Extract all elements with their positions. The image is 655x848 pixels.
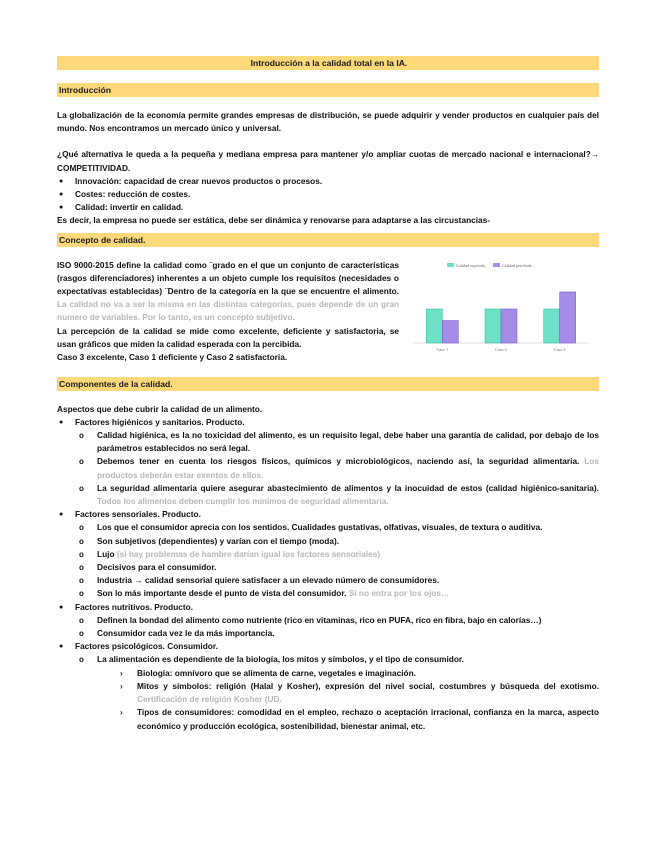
chart-bar: [560, 292, 576, 343]
document-page: [57, 56, 599, 733]
components-list: [57, 416, 599, 733]
concept-paragraph-1: ISO 9000-2015 define la calidad como ¨grado en el que un conjunto de características (rasgos diferenciadores) inherentes a un objeto cumple los requisitos (necesidades o expectativas establecidas) ¨Dentro de la categoría en la que se encuentre el alimento. La calidad no va a ser la misma en las distintas categorías, pues depende de un gran numero de variables. Por lo tanto, es un concepto subjetivo.: [57, 259, 399, 323]
chart-bar: [426, 309, 442, 343]
chart-bar: [485, 309, 501, 343]
list-item: o Industria → calidad sensorial quiere satisfacer a un elevado número de consumidores.: [57, 574, 599, 587]
list-item: o Calidad higiénica, es la no toxicidad del alimento, es un requisito legal, debe haber una garantía de calidad, por debajo de los parámetros establecidos no será legal.: [79, 430, 599, 454]
factor-higienicos: ● Factores higiénicos y sanitarios. Producto. o Calidad higiénica, es la no toxicidad del alimento, es un requisito legal, debe haber una garantía de calidad, por debajo de los parámetros establecidos no será legal. o Debemos tener en cuenta los riesgos físicos, químicos y microbiológicos, naciendo así, la seguridad alimentaria. Los productos deberán estar exentos de ellos. o La seguridad alimentaria quiere asegurar abastecimiento de alimentos y la inocuidad de estos (calidad higiénico-sanitaria). Todos los alimentos deben cumplir los mínimos de seguridad alimentaria.: [57, 416, 599, 508]
intro-bullet-list: [57, 175, 599, 215]
legend-label: Calidad esperada: [456, 262, 485, 268]
list-item: o La alimentación es dependiente de la biología, los mitos y símbolos, y el tipo de consumidor.: [57, 653, 599, 666]
chart-bar: [544, 309, 560, 343]
circle-bullet-icon: o: [79, 536, 84, 546]
bullet-icon: ●: [59, 204, 64, 212]
chevron-right-icon: ›: [120, 681, 123, 691]
circle-bullet-icon: o: [79, 576, 84, 586]
list-item: o Los que el consumidor aprecia con los sentidos. Cualidades gustativas, olfativas, visuales, de textura o auditiva.: [57, 521, 599, 534]
circle-bullet-icon: o: [79, 457, 84, 467]
legend-swatch: [447, 263, 454, 267]
circle-bullet-icon: o: [79, 629, 84, 639]
factor-psicologicos: ● Factores psicológicos. Consumidor. o La alimentación es dependiente de la biología, los mitos y símbolos, y el tipo de consumidor. › Biología: omnívoro que se alimenta de carne, vegetales e imaginación. › Mitos y símbolos: religión (Halal y Kosher), expresión del nivel social, costumbres y búsqueda del exotismo. Certificación de religión Kosher (UD. › Tipos de consumidores: comodidad en el empleo, rechazo o aceptación irracional, confianza en la marca, aspecto económico y producción ecológica, sostenibilidad, bienestar animal, etc.: [57, 640, 599, 732]
list-item: › Biología: omnívoro que se alimenta de carne, vegetales e imaginación.: [57, 667, 599, 680]
concept-paragraph-3: Caso 3 excelente, Caso 1 deficiente y Caso 2 satisfactoria.: [57, 352, 288, 363]
circle-bullet-icon: o: [79, 589, 84, 599]
circle-bullet-icon: o: [79, 549, 84, 559]
circle-bullet-icon: o: [79, 483, 84, 493]
list-item: ● Costes: reducción de costes.: [57, 188, 599, 201]
bullet-icon: ●: [59, 511, 64, 519]
concept-block: [57, 259, 599, 377]
list-item: o Decisivos para el consumidor.: [57, 561, 599, 574]
list-item: o Consumidor cada vez le da más importancia.: [57, 627, 599, 640]
intro-paragraph-1: La globalización de la economía permite grandes empresas de distribución, se puede adquirir y vender productos en cualquier país del mundo. Nos encontramos un mercado único y universal.: [57, 110, 599, 134]
components-lead: Aspectos que debe cubrir la calidad de un alimento.: [57, 403, 263, 414]
list-item: o La seguridad alimentaria quiere asegurar abastecimiento de alimentos y la inocuidad de estos (calidad higiénico-sanitaria). Todos los alimentos deben cumplir los mínimos de seguridad alimentaria.: [79, 482, 599, 507]
concept-text: [57, 259, 399, 365]
circle-bullet-icon: o: [79, 563, 84, 573]
list-item: o Debemos tener en cuenta los riesgos físicos, químicos y microbiológicos, naciendo así, la seguridad alimentaria. Los productos deberán estar exentos de ellos.: [79, 456, 599, 480]
list-item: o Son subjetivos (dependientes) y varían con el tiempo (moda).: [57, 535, 599, 548]
circle-bullet-icon: o: [79, 655, 84, 665]
section-heading-concepto: Concepto de calidad.: [57, 233, 599, 247]
circle-bullet-icon: o: [79, 431, 84, 441]
x-tick-label: Caso 2: [495, 346, 507, 352]
chart-bar: [501, 309, 517, 343]
bullet-icon: ●: [59, 177, 64, 185]
section-heading-introduccion: Introducción: [57, 83, 599, 97]
intro-closing: Es decir, la empresa no puede ser estática, debe ser dinámica y renovarse para adaptarse a las circustancias-: [57, 215, 491, 226]
chart-bar: [442, 320, 458, 342]
list-item: ● Calidad: invertir en calidad.: [57, 201, 599, 214]
chevron-right-icon: ›: [120, 668, 123, 678]
list-item: › Mitos y símbolos: religión (Halal y Kosher), expresión del nivel social, costumbres y búsqueda del exotismo. Certificación de religión Kosher (UD.: [120, 680, 599, 705]
list-item: o Definen la bondad del alimento como nutriente (rico en vitaminas, rico en PUFA, rico en fibra, bajo en calorías…): [57, 614, 599, 627]
x-tick-label: Caso 1: [436, 346, 449, 352]
intro-paragraph-2: ¿Qué alternativa le queda a la pequeña y mediana empresa para mantener y/o ampliar cuotas de mercado nacional e internacional?→ COMPETITIVIDAD.: [57, 149, 599, 173]
chevron-right-icon: ›: [120, 708, 123, 718]
circle-bullet-icon: o: [79, 615, 84, 625]
list-item: o Lujo (si hay problemas de hambre darían igual los factores sensoriales): [57, 548, 599, 561]
x-tick-label: Caso 3: [553, 346, 566, 352]
circle-bullet-icon: o: [79, 523, 84, 533]
concept-paragraph-2: La percepción de la calidad se mide como excelente, deficiente y satisfactoria, se usan gráficos que miden la calidad esperada con la percibida.: [57, 325, 399, 349]
document-title: Introducción a la calidad total en la IA.: [57, 56, 599, 70]
legend-swatch: [493, 263, 500, 267]
legend-label: Calidad percibida: [502, 262, 532, 268]
factor-nutritivos: ● Factores nutritivos. Producto. o Definen la bondad del alimento como nutriente (rico en vitaminas, rico en PUFA, rico en fibra, bajo en calorías…) o Consumidor cada vez le da más importancia.: [57, 601, 599, 641]
bullet-icon: ●: [59, 191, 64, 199]
list-item: o Son lo más importante desde el punto de vista del consumidor. Si no entra por los ojos…: [57, 587, 599, 600]
bullet-icon: ●: [59, 418, 64, 426]
section-heading-componentes: Componentes de la calidad.: [57, 377, 599, 391]
quality-bar-chart: [403, 259, 599, 359]
bullet-icon: ●: [59, 643, 64, 651]
bullet-icon: ●: [59, 603, 64, 611]
list-item: ● Innovación: capacidad de crear nuevos productos o procesos.: [57, 175, 599, 188]
list-item: › Tipos de consumidores: comodidad en el empleo, rechazo o aceptación irracional, confianza en la marca, aspecto económico y producción ecológica, sostenibilidad, bienestar animal, etc.: [120, 707, 599, 731]
factor-sensoriales: ● Factores sensoriales. Producto. o Los que el consumidor aprecia con los sentidos. Cualidades gustativas, olfativas, visuales, de textura o auditiva. o Son subjetivos (dependientes) y varían con el tiempo (moda). o Lujo (si hay problemas de hambre darían igual los factores sensoriales) o Decisivos para el consumidor. o Industria → calidad sensorial quiere satisfacer a un elevado número de consumidores. o Son lo más importante desde el punto de vista del consumidor. Si no entra por los ojos…: [57, 508, 599, 600]
